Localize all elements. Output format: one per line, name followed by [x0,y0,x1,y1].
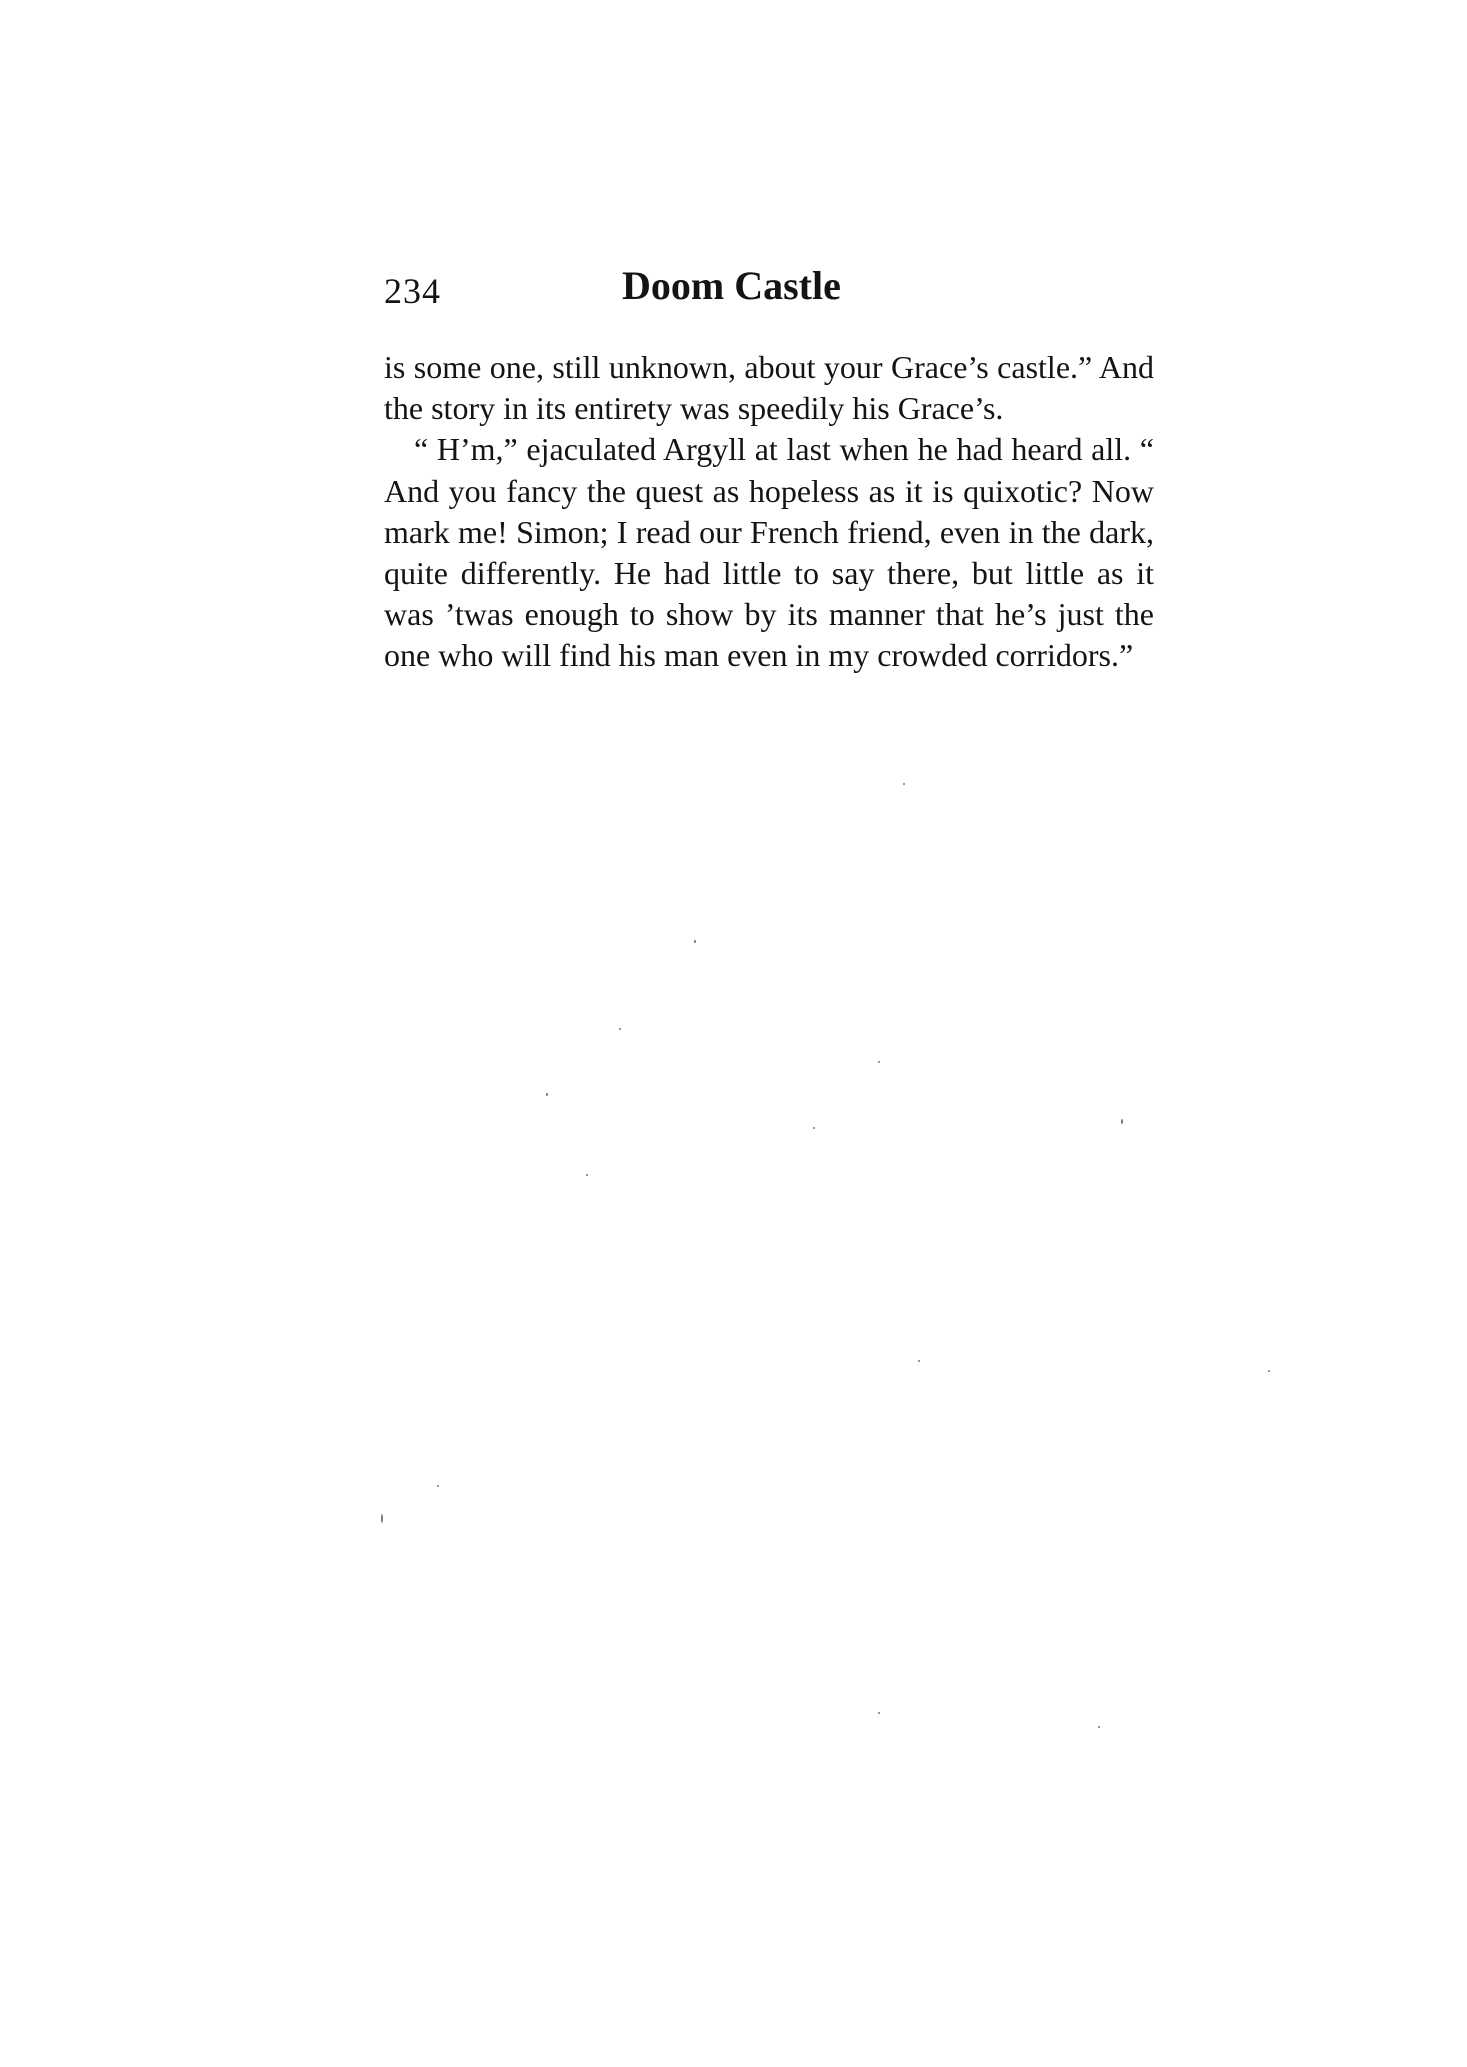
body-text [384,347,1154,677]
scan-speck [1268,1370,1270,1372]
scan-speck [381,1514,383,1523]
scan-speck [586,1174,588,1176]
paragraph-argyll: “ H’m,” ejaculated Argyll at last when he had heard all. “ And you fancy the quest as hopeless as it is quixotic? Now mark me! Simon; I read our French friend, even in the dark, quite differently. He had little to say there, but little as it was ’twas enough to show by its manner that he’s just the one who will find his man even in my crowded corridors.” [384,431,1154,674]
running-title: Doom Castle [622,263,841,308]
scan-speck [694,940,696,943]
scan-speck [1121,1119,1123,1124]
scan-speck [918,1360,920,1362]
scan-speck [878,1712,880,1714]
scan-speck [546,1093,548,1096]
scan-speck [437,1485,439,1487]
page-number: 234 [384,271,441,311]
paragraph-continuation: is some one, still unknown, about your Grace’s castle.” And the story in its entirety was speedily his Grace’s. [384,349,1154,427]
scan-speck [619,1028,621,1030]
scan-speck [1098,1726,1100,1728]
scan-speck [813,1127,815,1129]
page-header [384,262,1154,322]
scan-speck [903,783,905,785]
scan-speck [878,1061,880,1063]
